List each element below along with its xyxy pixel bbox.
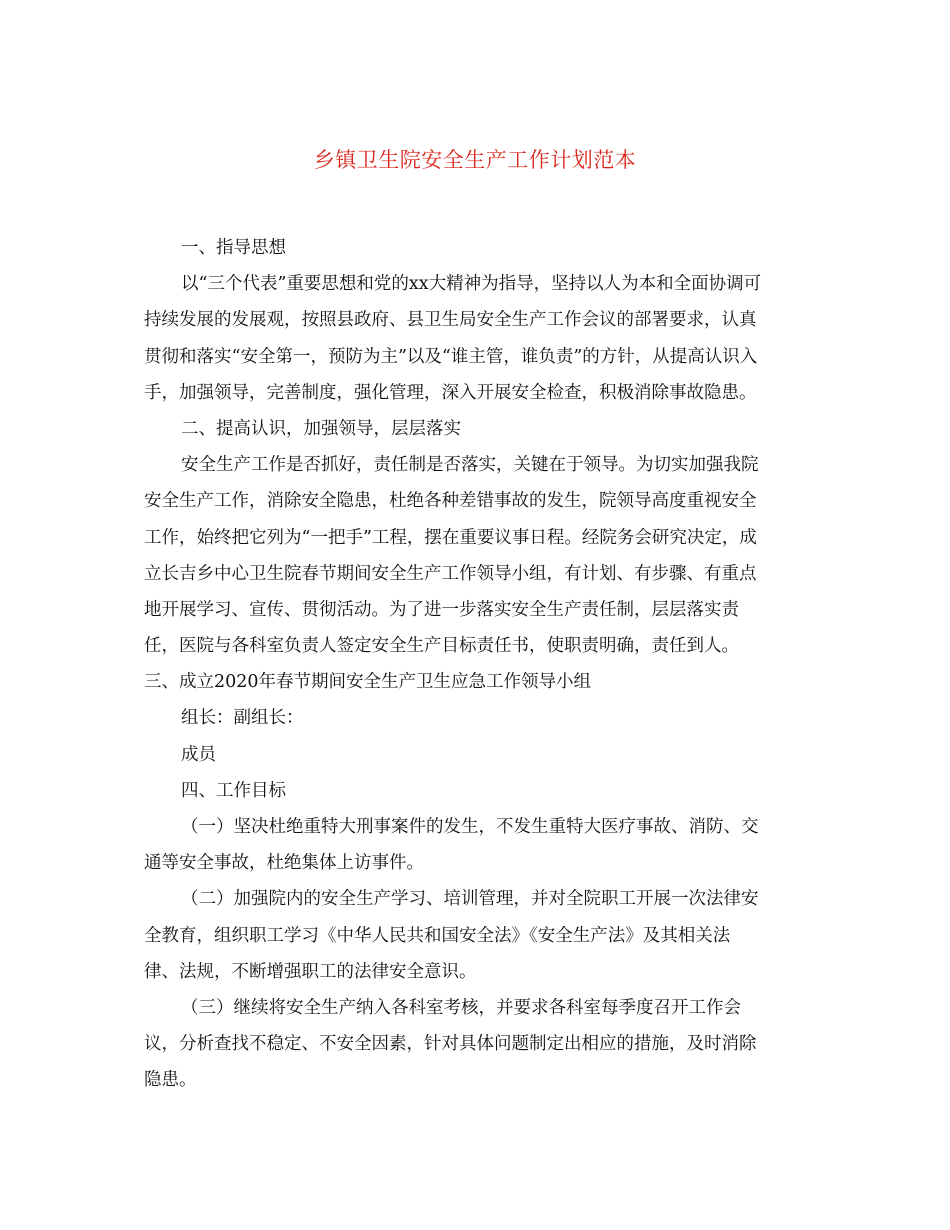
goal-item-line: 律、法规，不断增强职工的法律安全意识。 [144, 961, 477, 982]
paragraph-line: 任，医院与各科室负责人签定安全生产目标责任书，使职责明确，责任到人。 [144, 636, 739, 657]
goal-item-line: 全教育，组织职工学习《中华人民共和国安全法》《安全生产法》及其相关法 [144, 925, 731, 946]
goal-item-line: 议，分析查找不稳定、不安全因素，针对具体问题制定出相应的措施，及时消除 [144, 1034, 757, 1055]
paragraph-line: 贯彻和落实“安全第一，预防为主”以及“谁主管，谁负责”的方针，从提高认识入 [144, 346, 758, 367]
paragraph-line: 立长吉乡中心卫生院春节期间安全生产工作领导小组，有计划、有步骤、有重点 [144, 563, 757, 584]
paragraph-line: 持续发展的发展观，按照县政府、县卫生局安全生产工作会议的部署要求，认真 [144, 310, 757, 331]
goal-item-line: （二）加强院内的安全生产学习、培训管理，并对全院职工开展一次法律安 [181, 889, 759, 910]
document-title: 乡镇卫生院安全生产工作计划范本 [313, 148, 637, 172]
paragraph-line: 地开展学习、宣传、贯彻活动。为了进一步落实安全生产责任制，层层落实责 [144, 599, 739, 620]
goal-item-line: 通等安全事故，杜绝集体上访事件。 [144, 853, 424, 874]
document-body [144, 230, 804, 1099]
paragraph-line: 安全生产工作，消除安全隐患，杜绝各种差错事故的发生，院领导高度重视安全 [144, 491, 757, 512]
goal-item-line: 隐患。 [144, 1070, 197, 1091]
group-leaders-line: 组长：副组长： [181, 708, 304, 729]
goal-item-line: （一）坚决杜绝重特大刑事案件的发生，不发生重特大医疗事故、消防、交 [181, 817, 759, 837]
section-heading-leadership: 二、提高认识，加强领导，层层落实 [181, 418, 461, 439]
paragraph-line: 安全生产工作是否抓好，责任制是否落实，关键在于领导。为切实加强我院 [181, 455, 759, 476]
paragraph-line: 工作，始终把它列为“一把手”工程，摆在重要议事日程。经院务会研究决定，成 [144, 527, 757, 548]
section-heading-work-goals: 四、工作目标 [181, 780, 286, 801]
section-heading-leading-group: 三、成立2020年春节期间安全生产卫生应急工作领导小组 [144, 672, 592, 693]
paragraph-line: 以“三个代表”重要思想和党的xx大精神为指导，坚持以人为本和全面协调可 [181, 274, 762, 295]
goal-item-line: （三）继续将安全生产纳入各科室考核，并要求各科室每季度召开工作会 [181, 997, 741, 1018]
paragraph-line: 手，加强领导，完善制度，强化管理，深入开展安全检查，积极消除事故隐患。 [144, 382, 757, 403]
section-heading-guiding-ideology: 一、指导思想 [181, 238, 286, 258]
group-members-line: 成员 [181, 744, 216, 765]
